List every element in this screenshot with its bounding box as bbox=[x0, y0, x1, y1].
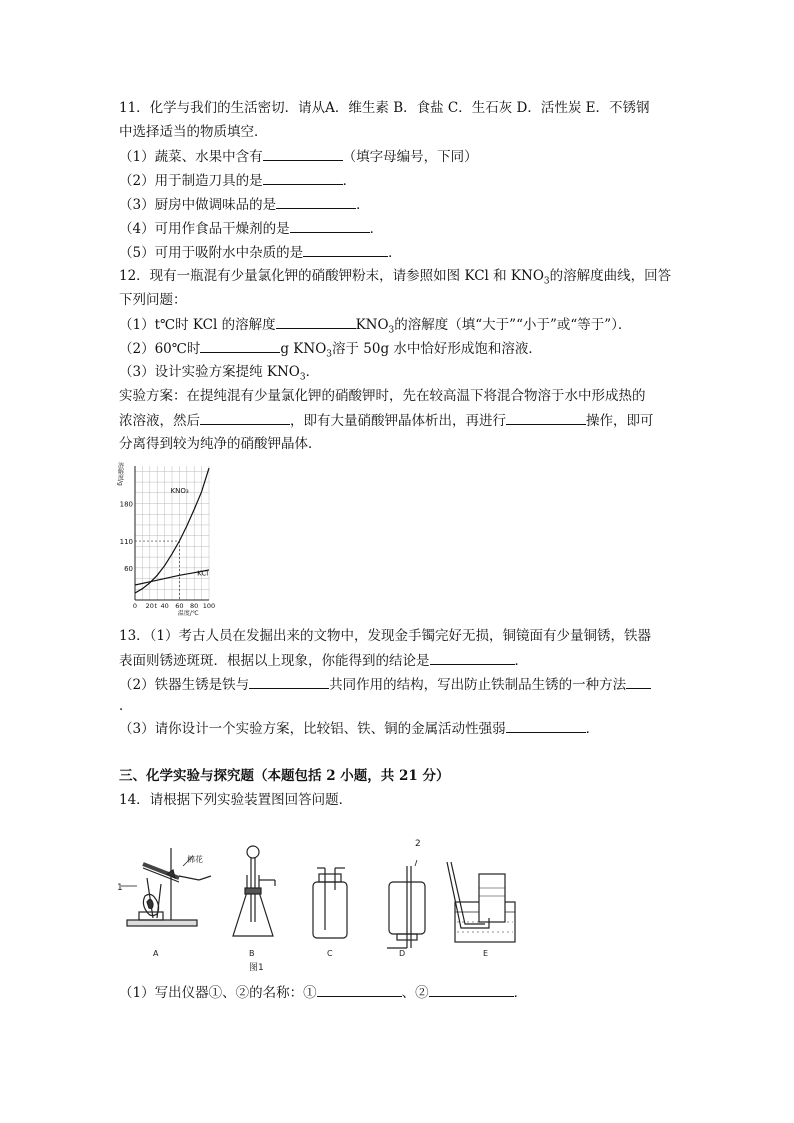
apparatus-d-icon bbox=[387, 860, 425, 948]
apparatus-figure bbox=[117, 830, 537, 975]
chart-labels bbox=[117, 461, 215, 616]
y-tick-label: 60 bbox=[124, 564, 133, 573]
apparatus-b-icon bbox=[233, 846, 275, 936]
apparatus-e-icon bbox=[447, 862, 515, 942]
solubility-chart bbox=[117, 458, 217, 616]
q11-part4-text: （4）可用作食品干燥剂的是 bbox=[119, 221, 290, 237]
q11-part2: （2）用于制造刀具的是 ． bbox=[119, 170, 356, 191]
q12-part1: （1）t℃时 KCl 的溶解度 $KNO_3$的溶解度（填“大于”“小于”或“等于”）． bbox=[119, 314, 631, 341]
series-kcl-label: KCl bbox=[197, 569, 209, 578]
label-2: 2 bbox=[415, 839, 421, 849]
q12-part2: （2）60℃时 g $KNO_3$溶于 50g 水中恰好形成饱和溶液． bbox=[119, 338, 542, 365]
figure-caption: 图1 bbox=[249, 963, 264, 973]
answer-blank[interactable] bbox=[429, 982, 514, 997]
answer-blank[interactable] bbox=[276, 314, 356, 329]
q12-part3: （3）设计实验方案提纯 $KNO_3$． bbox=[119, 364, 320, 383]
x-tick-label: 40 bbox=[160, 602, 169, 610]
q12-stem-line2: 下列问题： bbox=[119, 292, 187, 308]
label-b: B bbox=[249, 949, 255, 958]
answer-blank[interactable] bbox=[200, 410, 290, 425]
q11-part5: （5）可用于吸附水中杂质的是 ． bbox=[119, 242, 402, 263]
answer-blank[interactable] bbox=[290, 218, 370, 233]
answer-blank[interactable] bbox=[430, 650, 515, 665]
q11-part5-text: （5）可用于吸附水中杂质的是 bbox=[119, 245, 304, 261]
answer-blank[interactable] bbox=[626, 674, 651, 689]
label-d: D bbox=[399, 949, 406, 958]
q11-part2-text: （2）用于制造刀具的是 bbox=[119, 173, 263, 189]
q12-plan-line2: 浓溶液，然后 ，即有大量硝酸钾晶体析出，再进行 操作，即可 bbox=[119, 410, 654, 431]
answer-blank[interactable] bbox=[303, 242, 388, 257]
answer-blank[interactable] bbox=[249, 674, 329, 689]
apparatus-figure-svg bbox=[117, 830, 537, 975]
x-tick-label: 60 bbox=[175, 602, 184, 610]
q13-part1-line2: 表面则锈迹斑斑．根据以上现象，你能得到的结论是 ． bbox=[119, 650, 528, 671]
label-a: A bbox=[153, 949, 159, 958]
q12-stem-line1: 12．现有一瓶混有少量氯化钾的硝酸钾粉末，请参照如图 KCl 和 $KNO_3$的溶解度曲线，回答 bbox=[119, 268, 672, 287]
q11-part1 bbox=[119, 146, 478, 167]
series-kno3-label: KNO₃ bbox=[170, 486, 189, 495]
x-tick-label: t bbox=[154, 602, 158, 610]
q12-plan-line3: 分离得到较为纯净的硝酸钾晶体． bbox=[119, 436, 322, 452]
q11-part3: （3）厨房中做调味品的是 ． bbox=[119, 194, 370, 215]
label-cotton: 棉花 bbox=[187, 855, 203, 864]
label-e: E bbox=[483, 949, 489, 958]
q11-part3-text: （3）厨房中做调味品的是 bbox=[119, 197, 277, 213]
x-tick-label: 100 bbox=[202, 602, 216, 610]
q13-part1-line1: 13．（1）考古人员在发掘出来的文物中，发现金手镯完好无损，铜镜面有少量铜锈，铁器 bbox=[119, 628, 652, 644]
q12-plan-line1: 实验方案：在提纯混有少量氯化钾的硝酸钾时，先在较高温下将混合物溶于水中形成热的 bbox=[119, 388, 646, 404]
answer-blank[interactable] bbox=[276, 194, 356, 209]
answer-blank[interactable] bbox=[263, 146, 343, 161]
q13-part3: （3）请你设计一个实验方案，比较铝、铁、铜的金属活动性强弱 ． bbox=[119, 718, 599, 739]
q11-stem-line2: 中选择适当的物质填空． bbox=[119, 124, 268, 140]
x-tick-label: 0 bbox=[132, 602, 138, 610]
y-axis-title: 溶解度/g bbox=[117, 462, 124, 486]
apparatus-c-icon bbox=[313, 868, 347, 938]
x-tick-label: 80 bbox=[190, 602, 199, 610]
x-tick-label: 20 bbox=[145, 602, 154, 610]
answer-blank[interactable] bbox=[200, 338, 280, 353]
answer-blank[interactable] bbox=[263, 170, 343, 185]
q11-part1-text: （1）蔬菜、水果中含有 bbox=[119, 149, 263, 165]
y-tick-label: 180 bbox=[119, 500, 133, 509]
q11-part1-tail: （填字母编号，下同） bbox=[342, 149, 478, 165]
q11-stem-line1: 11．化学与我们的生活密切．请从A．维生素 B．食盐 C．生石灰 D．活性炭 E．不锈钢 bbox=[119, 100, 650, 116]
label-1: 1 bbox=[117, 883, 123, 893]
answer-blank[interactable] bbox=[317, 982, 402, 997]
label-c: C bbox=[327, 949, 333, 958]
q14-part1: （1）写出仪器①、②的名称：① 、② ． bbox=[119, 982, 527, 1003]
q13-part2-end: ． bbox=[119, 698, 133, 714]
section3-heading: 三、化学实验与探究题（本题包括 2 小题，共 21 分） bbox=[119, 768, 450, 784]
answer-blank[interactable] bbox=[506, 718, 586, 733]
answer-blank[interactable] bbox=[506, 410, 586, 425]
y-tick-label: 110 bbox=[119, 538, 133, 547]
q14-stem: 14．请根据下列实验装置图回答问题． bbox=[119, 792, 353, 808]
solubility-chart-svg bbox=[117, 458, 217, 616]
q11-part4: （4）可用作食品干燥剂的是 ． bbox=[119, 218, 383, 239]
q13-part2: （2）铁器生锈是铁与 共同作用的结构，写出防止铁制品生锈的一种方法 bbox=[119, 674, 651, 695]
x-axis-title: 温度/℃ bbox=[177, 610, 199, 616]
